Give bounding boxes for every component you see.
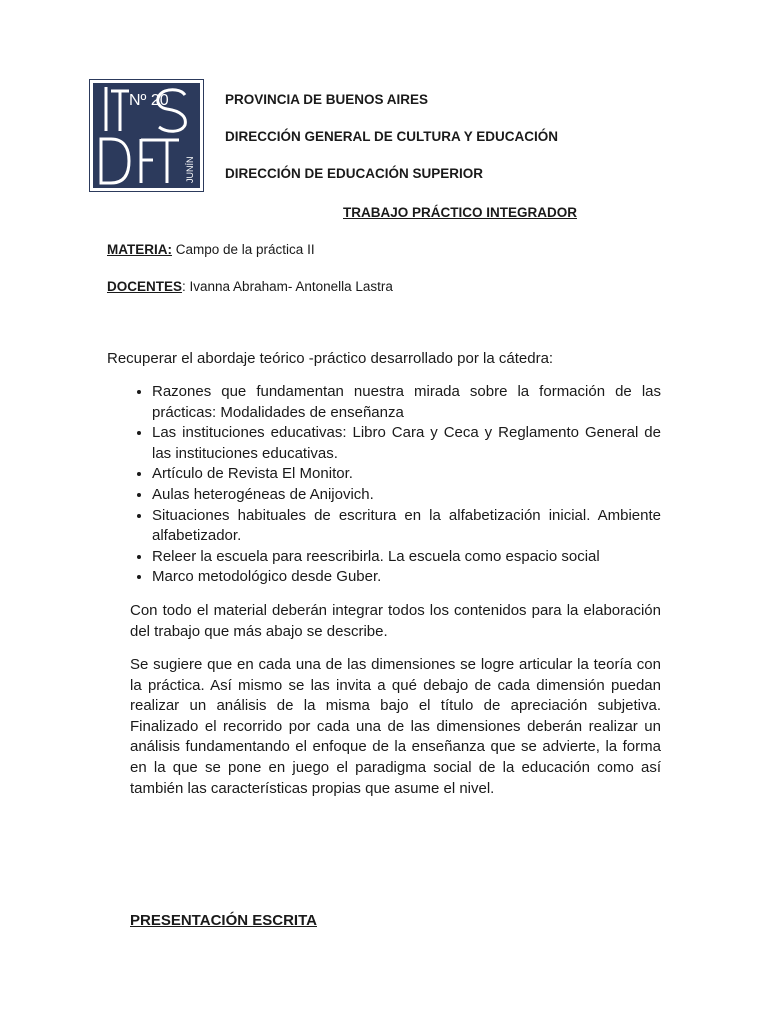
topics-list	[130, 382, 661, 588]
list-item: • Situaciones habituales de escritura en la alfabetización inicial. Ambiente alfabetizador.	[152, 506, 661, 547]
institution-logo	[90, 80, 203, 191]
docentes-label: DOCENTES	[107, 279, 183, 294]
header-province: PROVINCIA DE BUENOS AIRES	[225, 92, 429, 107]
logo-number: Nº 20	[129, 92, 169, 109]
docentes-value: : Ivanna Abraham- Antonella Lastra	[182, 279, 393, 294]
list-item: • Releer la escuela para reescribirla. La escuela como espacio social	[152, 547, 661, 568]
logo-city: JUNÍN	[185, 156, 195, 183]
header-direction-superior: DIRECCIÓN DE EDUCACIÓN SUPERIOR	[225, 166, 484, 181]
list-item: • Artículo de Revista El Monitor.	[152, 464, 661, 485]
docentes-field	[107, 279, 393, 294]
logo-mark	[93, 83, 200, 188]
paragraph-dimensions: Se sugiere que en cada una de las dimensiones se logre articular la teoría con la práctica. Así mismo se las invita a qué debajo de cada dimensión puedan realizar un análisis de la misma bajo el título de apreciación subjetiva. Finalizado el recorrido por cada una de las dimensiones deberán realizar un análisis fundamentando el enfoque de la enseñanza que se advierte, la forma en la que se pone en juego el paradigma social de la educación como así también las características propias que asume el nivel.	[130, 656, 661, 797]
paragraph-material: Con todo el material deberán integrar todos los contenidos para la elaboración del trabajo que más abajo se describe.	[130, 602, 661, 640]
materia-value: Campo de la práctica II	[172, 242, 315, 257]
document-title: TRABAJO PRÁCTICO INTEGRADOR	[343, 205, 578, 220]
intro-text: Recuperar el abordaje teórico -práctico desarrollado por la cátedra:	[107, 350, 554, 367]
list-item: • Marco metodológico desde Guber.	[152, 567, 661, 588]
materia-label: MATERIA:	[107, 242, 172, 257]
materia-field	[107, 242, 315, 257]
list-item: • Razones que fundamentan nuestra mirada sobre la formación de las prácticas: Modalidades de enseñanza	[152, 382, 661, 423]
list-item: • Aulas heterogéneas de Anijovich.	[152, 485, 661, 506]
list-item: • Las instituciones educativas: Libro Cara y Ceca y Reglamento General de las instituciones educativas.	[152, 423, 661, 464]
header-direction-general: DIRECCIÓN GENERAL DE CULTURA Y EDUCACIÓN	[225, 129, 559, 144]
section-heading-presentacion: PRESENTACIÓN ESCRITA	[130, 912, 317, 929]
